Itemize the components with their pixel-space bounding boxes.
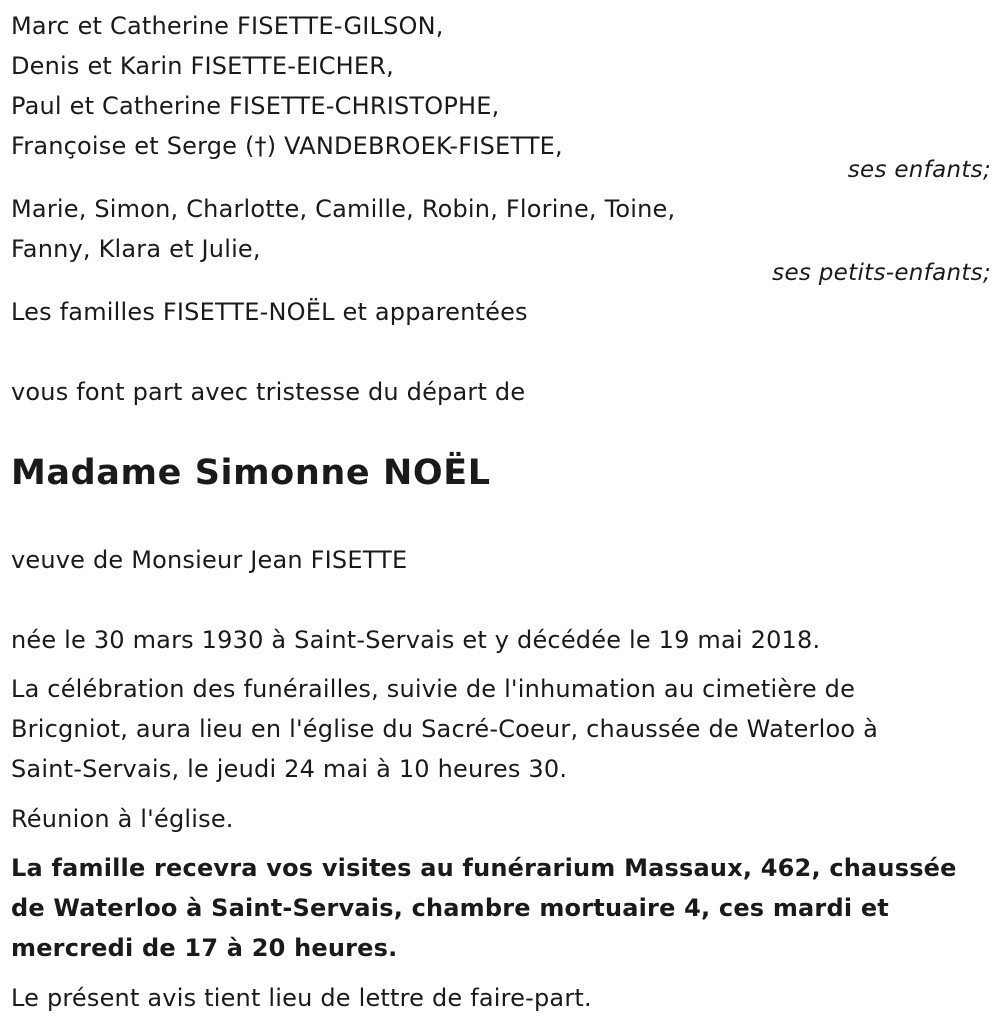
visits-line-2: de Waterloo à Saint-Servais, chambre mortuaire 4, ces mardi et (11, 894, 889, 922)
visits-line-1: La famille recevra vos visites au funérarium Massaux, 462, chaussée (11, 854, 957, 882)
ceremony-line-3: Saint-Servais, le jeudi 24 mai à 10 heures 30. (11, 755, 568, 783)
families-line: Les familles FISETTE-NOËL et apparentées (11, 298, 528, 326)
children-line-1: Marc et Catherine FISETTE-GILSON, (11, 12, 444, 40)
birth-death-line: née le 30 mars 1930 à Saint-Servais et y décédée le 19 mai 2018. (11, 626, 821, 654)
announcement-line: vous font part avec tristesse du départ de (11, 378, 526, 406)
children-line-4: Françoise et Serge (†) VANDEBROEK-FISETTE, (11, 132, 563, 160)
grandchildren-line-1: Marie, Simon, Charlotte, Camille, Robin, Florine, Toine, (11, 195, 676, 223)
grandchildren-label: ses petits-enfants; (772, 260, 991, 286)
meeting-line: Réunion à l'église. (11, 805, 234, 833)
children-line-2: Denis et Karin FISETTE-EICHER, (11, 52, 394, 80)
notice-line: Le présent avis tient lieu de lettre de faire-part. (11, 984, 592, 1012)
ceremony-line-2: Bricgniot, aura lieu en l'église du Sacré-Coeur, chaussée de Waterloo à (11, 715, 878, 743)
ceremony-line-1: La célébration des funérailles, suivie de l'inhumation au cimetière de (11, 675, 856, 703)
children-line-3: Paul et Catherine FISETTE-CHRISTOPHE, (11, 92, 500, 120)
widow-of-line: veuve de Monsieur Jean FISETTE (11, 546, 408, 574)
deceased-name: Madame Simonne NOËL (11, 453, 491, 493)
children-label: ses enfants; (847, 157, 991, 183)
visits-line-3: mercredi de 17 à 20 heures. (11, 934, 398, 962)
grandchildren-line-2: Fanny, Klara et Julie, (11, 235, 261, 263)
